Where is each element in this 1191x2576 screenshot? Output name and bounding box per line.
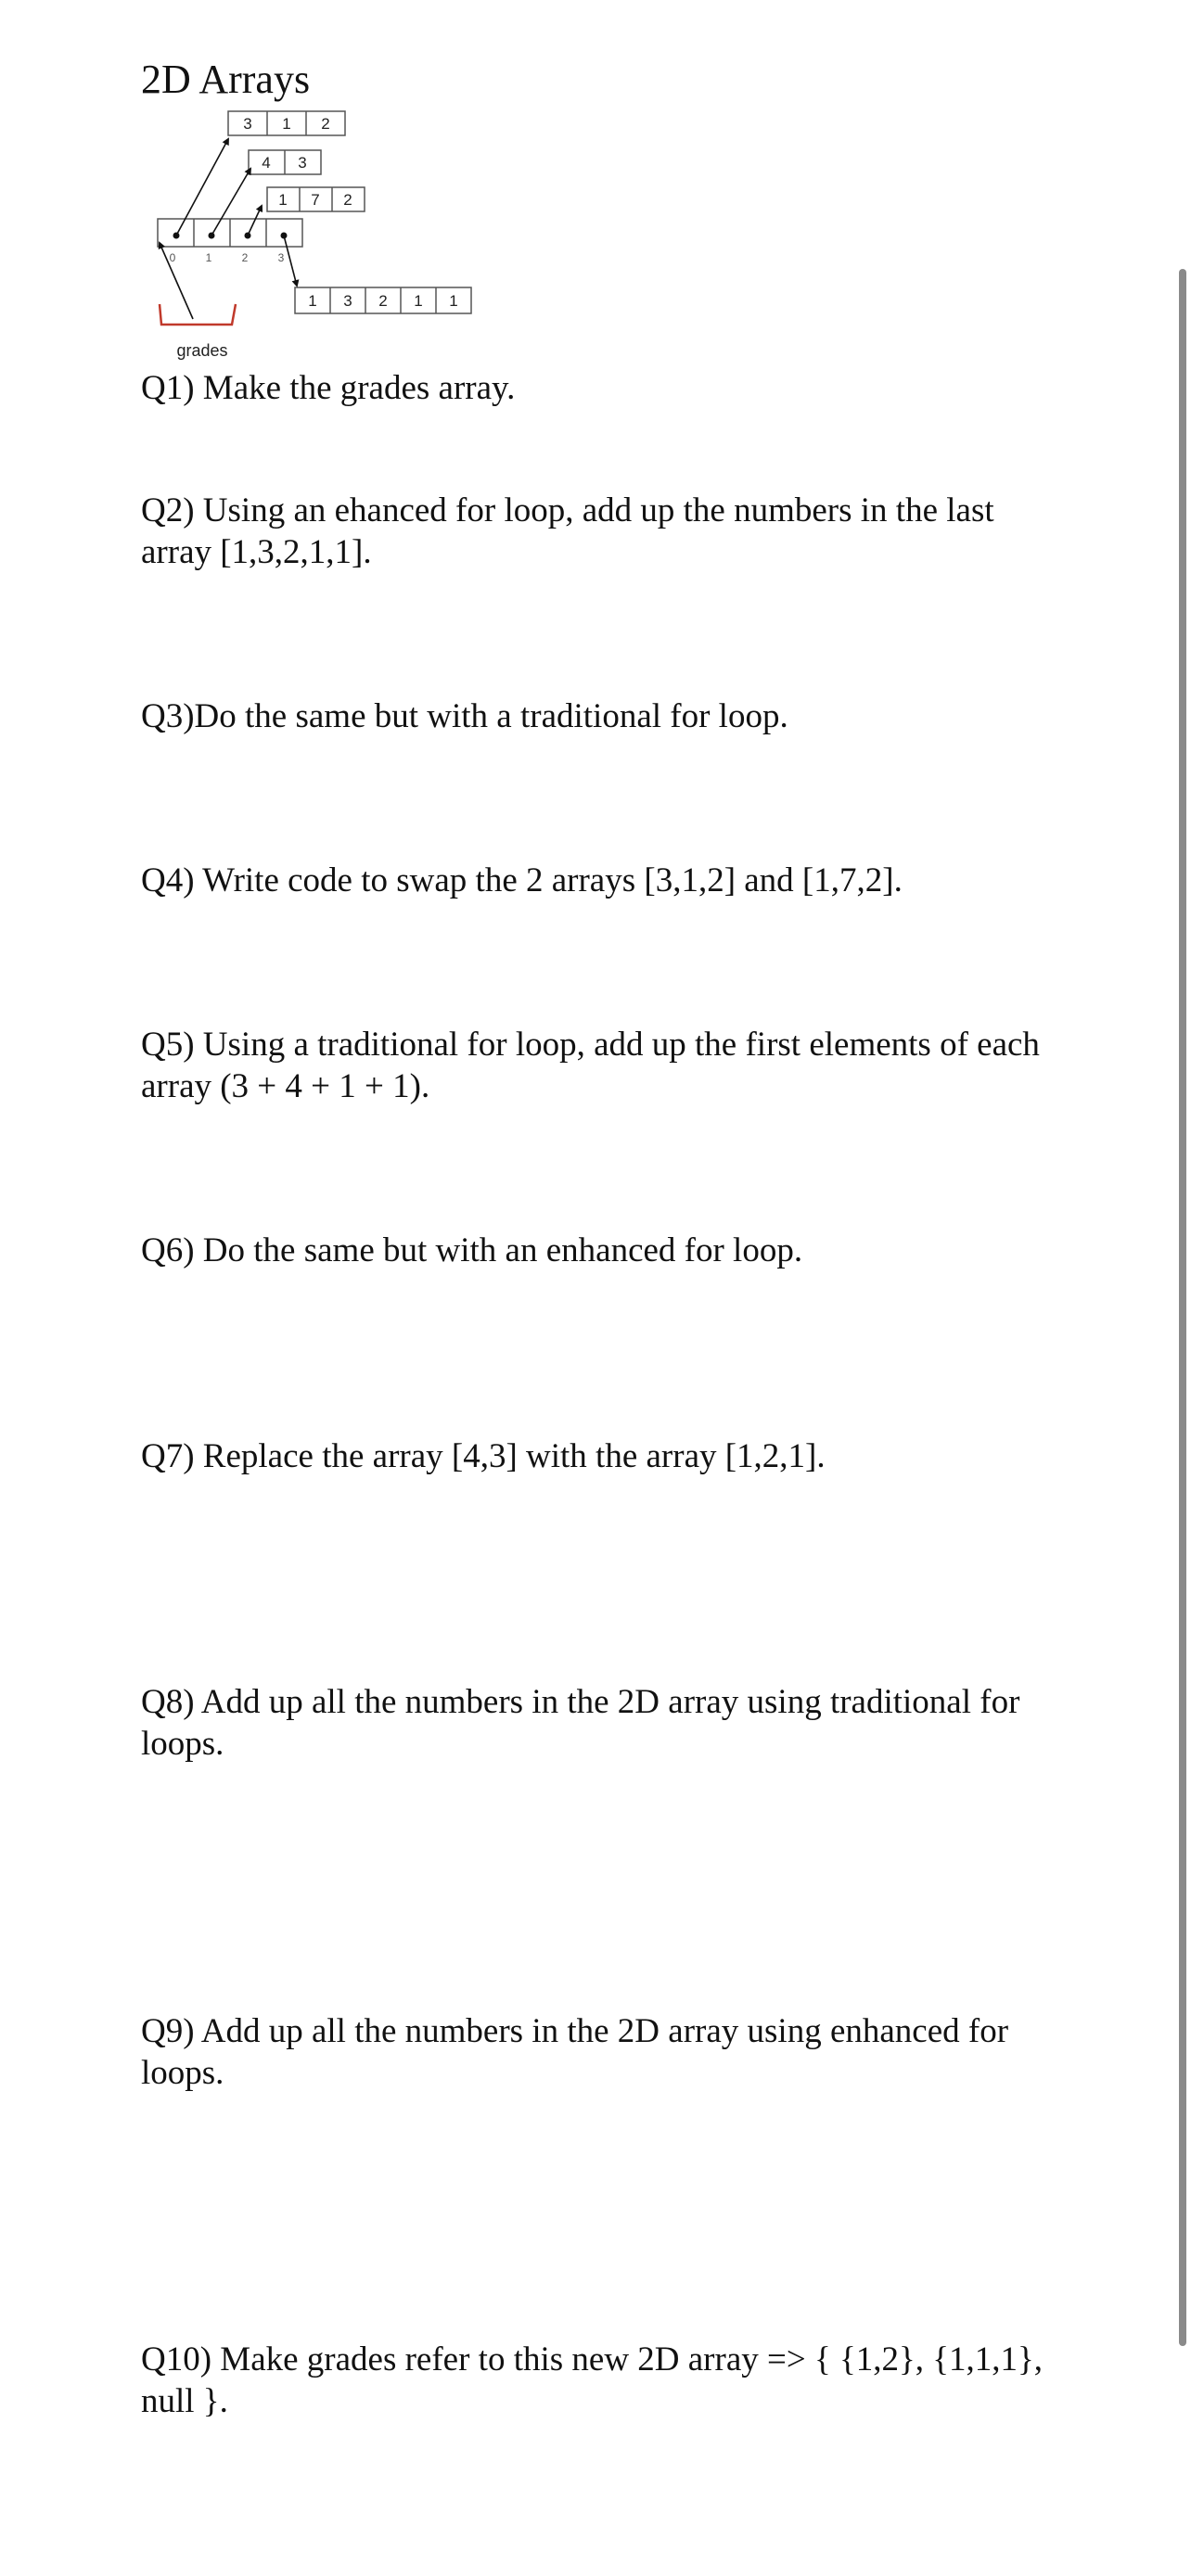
- page-title: 2D Arrays: [141, 57, 311, 102]
- array-cell: 1: [278, 191, 288, 209]
- array-index: 2: [241, 251, 249, 264]
- array-cell: 2: [343, 191, 352, 209]
- array-cell: 1: [414, 292, 423, 310]
- question-9: Q9) Add up all the numbers in the 2D array using enhanced for loops.: [141, 2012, 1009, 2092]
- array-cell: 3: [243, 115, 252, 133]
- array-index: 1: [205, 251, 212, 264]
- array-cell: 1: [282, 115, 291, 133]
- array-cell: 2: [321, 115, 330, 133]
- grades-label: grades: [176, 341, 228, 360]
- array-cell: 1: [308, 292, 317, 310]
- array-cell: 7: [311, 191, 320, 209]
- array-cell: 3: [298, 154, 307, 172]
- array-index: 3: [277, 251, 285, 264]
- array-cell: 2: [378, 292, 388, 310]
- array-row-2: [267, 187, 365, 211]
- question-10: Q10) Make grades refer to this new 2D array => { {1,2}, {1,1,1}, null }.: [141, 2340, 1044, 2420]
- array-row-1: [249, 150, 321, 174]
- array-row-0: [228, 111, 345, 135]
- question-6: Q6) Do the same but with an enhanced for loop.: [141, 1231, 803, 1269]
- array-cell: 3: [343, 292, 352, 310]
- question-1: Q1) Make the grades array.: [141, 369, 516, 407]
- question-4: Q4) Write code to swap the 2 arrays [3,1,2] and [1,7,2].: [141, 861, 903, 899]
- grades-bracket: [160, 304, 236, 325]
- outer-array: [158, 219, 302, 264]
- array-cell: 4: [262, 154, 271, 172]
- array-cell: 1: [449, 292, 458, 310]
- question-3: Q3)Do the same but with a traditional for loop.: [141, 697, 788, 735]
- question-5: Q5) Using a traditional for loop, add up the first elements of each array (3 + 4 + 1 + 1).: [141, 1026, 1040, 1105]
- scrollbar-thumb[interactable]: [1179, 269, 1186, 2346]
- array-index: 0: [169, 251, 176, 264]
- grades-array-diagram: [139, 102, 492, 371]
- array-row-3: [295, 287, 471, 313]
- question-2: Q2) Using an ehanced for loop, add up the numbers in the last array [1,3,2,1,1].: [141, 491, 994, 571]
- scrollbar[interactable]: [1172, 0, 1191, 2576]
- question-8: Q8) Add up all the numbers in the 2D array using traditional for loops.: [141, 1683, 1020, 1763]
- question-7: Q7) Replace the array [4,3] with the array [1,2,1].: [141, 1437, 826, 1475]
